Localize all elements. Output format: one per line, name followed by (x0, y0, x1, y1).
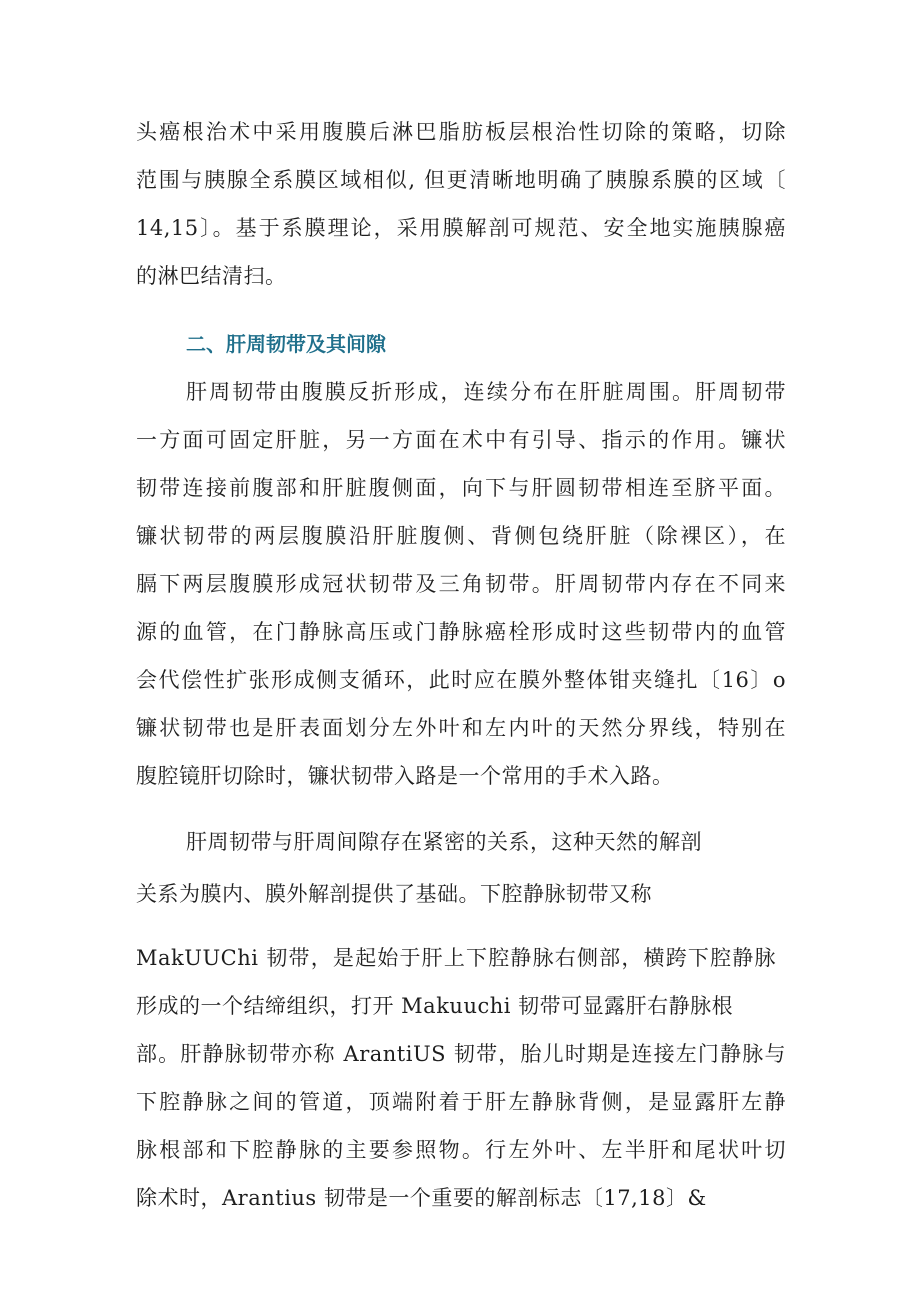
paragraph-line: 源的血管，在门静脉高压或门静脉癌栓形成时这些韧带内的血管 (136, 620, 786, 644)
paragraph-line: 肝周韧带由腹膜反折形成，连续分布在肝脏周围。肝周韧带 (186, 380, 786, 404)
paragraph-line: 关系为膜内、膜外解剖提供了基础。下腔静脉韧带又称 (136, 882, 652, 906)
paragraph-line: 肝周韧带与肝周间隙存在紧密的关系，这种天然的解剖 (186, 830, 702, 854)
paragraph-line: 膈下两层腹膜形成冠状韧带及三角韧带。肝周韧带内存在不同来 (136, 572, 786, 596)
paragraph-line: 镰状韧带也是肝表面划分左外叶和左内叶的天然分界线，特别在 (136, 716, 786, 740)
paragraph-line: 脉根部和下腔静脉的主要参照物。行左外叶、左半肝和尾状叶切 (136, 1138, 786, 1162)
paragraph-line: 下腔静脉之间的管道，顶端附着于肝左静脉背侧，是显露肝左静 (136, 1090, 786, 1114)
paragraph-line: 韧带连接前腹部和肝脏腹侧面，向下与肝圆韧带相连至脐平面。 (136, 476, 786, 500)
paragraph-line: 镰状韧带的两层腹膜沿肝脏腹侧、背侧包绕肝脏（除裸区），在 (136, 524, 786, 548)
paragraph-line: 部。肝静脉韧带亦称 ArantiUS 韧带，胎儿时期是连接左门静脉与 (136, 1042, 786, 1066)
paragraph-line: MakUUChi 韧带，是起始于肝上下腔静脉右侧部，横跨下腔静脉 (136, 946, 776, 970)
paragraph-line: 腹腔镜肝切除时，镰状韧带入路是一个常用的手术入路。 (136, 764, 674, 788)
paragraph-line: 14,15〕。基于系膜理论，采用膜解剖可规范、安全地实施胰腺癌 (136, 216, 786, 240)
paragraph-line: 头癌根治术中采用腹膜后淋巴脂肪板层根治性切除的策略，切除 (136, 120, 786, 144)
paragraph-line: 形成的一个结缔组织，打开 Makuuchi 韧带可显露肝右静脉根 (136, 994, 734, 1018)
section-heading: 二、肝周韧带及其间隙 (186, 332, 386, 356)
paragraph-line: 除术时，Arantius 韧带是一个重要的解剖标志〔17,18〕& (136, 1186, 707, 1210)
paragraph-line: 会代偿性扩张形成侧支循环，此时应在膜外整体钳夹缝扎〔16〕o (136, 668, 786, 692)
paragraph-line: 范围与胰腺全系膜区域相似, 但更清晰地明确了胰腺系膜的区域〔 (136, 168, 786, 192)
paragraph-line: 一方面可固定肝脏，另一方面在术中有引导、指示的作用。镰状 (136, 428, 786, 452)
paragraph-line: 的淋巴结清扫。 (136, 264, 287, 288)
